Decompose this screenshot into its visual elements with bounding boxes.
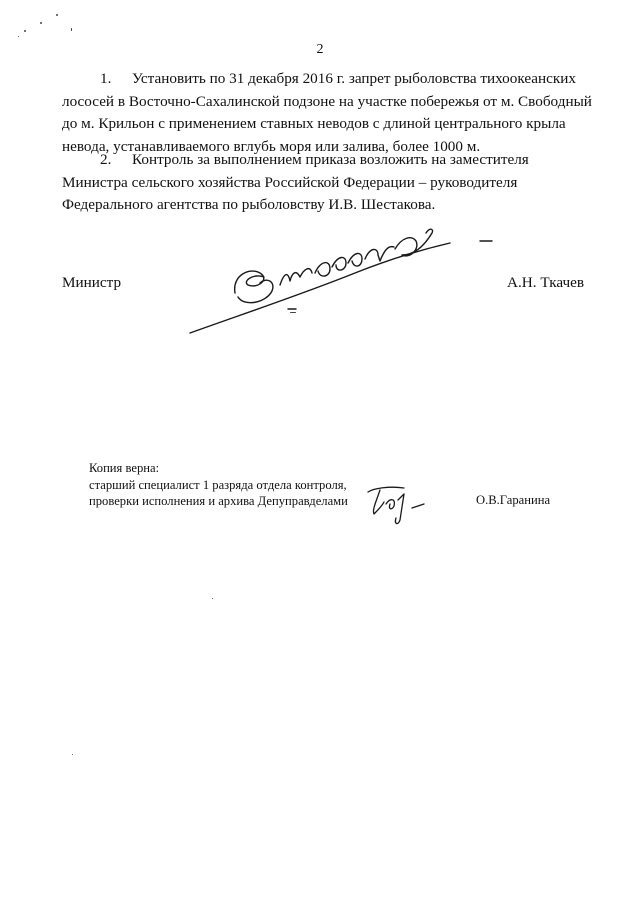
handwritten-signature-icon — [180, 215, 510, 340]
scan-speck — [56, 14, 58, 16]
paragraph-line: невода, устанавливаемого вглубь моря или залива, более 1000 м. — [62, 137, 481, 155]
scan-speck — [40, 22, 42, 24]
paragraph-2 — [62, 149, 584, 217]
paragraph-1 — [62, 68, 592, 158]
signatory-name: А.Н. Ткачев — [507, 274, 585, 291]
copy-certifier-name: О.В.Гаранина — [476, 493, 551, 507]
paragraph-line: 1. Установить по 31 декабря 2016 г. запрет рыболовства тихоокеанских — [62, 68, 584, 91]
paragraph-line: до м. Крильон с применением ставных неводов с длиной центрального крыла — [62, 115, 566, 132]
paragraph-number: 1. — [100, 70, 112, 87]
paragraph-line: Министра сельского хозяйства Российской Федерации – руководителя — [62, 173, 518, 191]
paragraph-line: лососей в Восточно-Сахалинской подзоне на участке побережья от м. Свободный — [62, 92, 592, 110]
scan-speck — [71, 28, 72, 31]
copy-line: старший специалист 1 разряда отдела контроля, — [89, 477, 347, 492]
signatory-title: Министр — [62, 274, 122, 291]
paragraph-line: Федерального агентства по рыболовству И.В. Шестакова. — [62, 196, 436, 213]
copy-signature-icon — [360, 480, 440, 530]
scan-speck — [72, 754, 73, 755]
copy-line: Копия верна: — [89, 461, 160, 475]
scan-speck — [290, 312, 296, 313]
page-number: 2 — [316, 42, 324, 57]
copy-certification — [89, 460, 348, 510]
paragraph-number: 2. — [100, 151, 112, 168]
paragraph-line: 2. Контроль за выполнением приказа возложить на заместителя — [62, 149, 584, 172]
copy-line: проверки исполнения и архива Депуправделами — [89, 494, 348, 508]
scan-speck — [24, 30, 26, 32]
scan-speck — [212, 598, 213, 599]
scan-speck — [18, 36, 19, 37]
